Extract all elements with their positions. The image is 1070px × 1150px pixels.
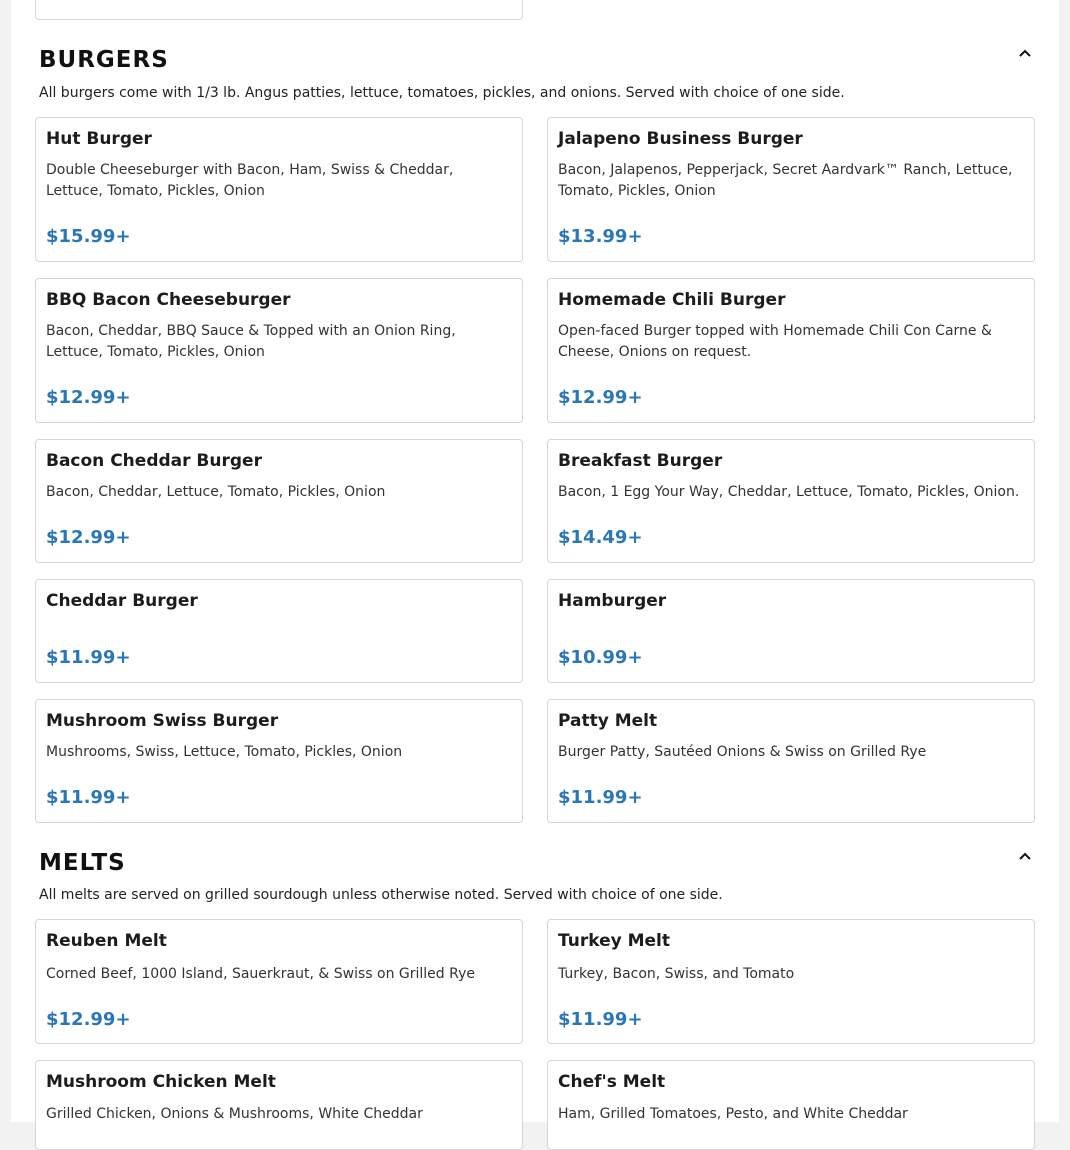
item-description: Mushrooms, Swiss, Lettuce, Tomato, Pickles, Onion — [46, 744, 403, 760]
item-price: $13.99+ — [558, 226, 643, 247]
menu-item-card[interactable] — [35, 0, 523, 20]
menu-item-card[interactable] — [547, 919, 1035, 1044]
item-price: $10.99+ — [558, 647, 643, 668]
menu-item-card[interactable] — [35, 1060, 523, 1150]
item-description: Open-faced Burger topped with Homemade Chili Con Carne & Cheese, Onions on request. — [558, 323, 992, 360]
item-name: Cheddar Burger — [46, 591, 198, 611]
menu-item-card[interactable] — [35, 919, 523, 1044]
menu-item-card[interactable] — [547, 278, 1035, 423]
menu-item-card[interactable] — [35, 278, 523, 423]
section-title-burgers: BURGERS — [39, 47, 169, 73]
item-price: $12.99+ — [46, 527, 131, 548]
section-note-burgers: All burgers come with 1/3 lb. Angus patties, lettuce, tomatoes, pickles, and onions. Served with choice of one side. — [39, 85, 845, 101]
item-name: Homemade Chili Burger — [558, 290, 786, 310]
item-price: $12.99+ — [46, 1009, 131, 1030]
item-name: Mushroom Chicken Melt — [46, 1072, 276, 1092]
item-description: Bacon, Cheddar, Lettuce, Tomato, Pickles, Onion — [46, 484, 386, 500]
item-description: Turkey, Bacon, Swiss, and Tomato — [558, 966, 795, 982]
menu-item-card[interactable] — [35, 439, 523, 563]
item-price: $14.49+ — [558, 527, 643, 548]
item-name: Turkey Melt — [558, 931, 670, 951]
item-price: $11.99+ — [46, 787, 131, 808]
item-name: BBQ Bacon Cheeseburger — [46, 290, 291, 310]
item-name: Bacon Cheddar Burger — [46, 451, 262, 471]
item-description: Grilled Chicken, Onions & Mushrooms, White Cheddar — [46, 1106, 423, 1122]
item-price: $11.99+ — [558, 1009, 643, 1030]
item-price: $11.99+ — [46, 647, 131, 668]
item-name: Hamburger — [558, 591, 667, 611]
chevron-up-icon[interactable] — [1017, 849, 1033, 865]
item-name: Breakfast Burger — [558, 451, 723, 471]
item-name: Hut Burger — [46, 129, 152, 149]
item-price: $12.99+ — [46, 387, 131, 408]
section-title-melts: MELTS — [39, 850, 126, 876]
menu-item-card[interactable] — [35, 579, 523, 683]
item-description: Ham, Grilled Tomatoes, Pesto, and White Cheddar — [558, 1106, 908, 1122]
menu-item-card[interactable] — [547, 439, 1035, 563]
menu-item-card[interactable] — [547, 117, 1035, 262]
menu-item-card[interactable] — [547, 579, 1035, 683]
item-name: Jalapeno Business Burger — [558, 129, 803, 149]
item-description: Bacon, Jalapenos, Pepperjack, Secret Aardvark™ Ranch, Lettuce, Tomato, Pickles, Onion — [558, 162, 1013, 199]
item-description: Bacon, Cheddar, BBQ Sauce & Topped with an Onion Ring, Lettuce, Tomato, Pickles, Onion — [46, 323, 456, 360]
item-description: Corned Beef, 1000 Island, Sauerkraut, & Swiss on Grilled Rye — [46, 966, 475, 982]
item-description: Bacon, 1 Egg Your Way, Cheddar, Lettuce, Tomato, Pickles, Onion. — [558, 484, 1020, 500]
menu-item-card[interactable] — [547, 1060, 1035, 1150]
item-price: $15.99+ — [46, 226, 131, 247]
item-price: $11.99+ — [558, 787, 643, 808]
item-name: Patty Melt — [558, 711, 658, 731]
item-name: Reuben Melt — [46, 931, 167, 951]
item-description: Double Cheeseburger with Bacon, Ham, Swiss & Cheddar, Lettuce, Tomato, Pickles, Onion — [46, 162, 454, 199]
menu-item-card[interactable] — [547, 699, 1035, 823]
menu-page — [11, 0, 1059, 1122]
item-name: Mushroom Swiss Burger — [46, 711, 279, 731]
menu-item-card[interactable] — [35, 117, 523, 262]
chevron-up-icon[interactable] — [1017, 46, 1033, 62]
item-name: Chef's Melt — [558, 1072, 666, 1092]
section-note-melts: All melts are served on grilled sourdough unless otherwise noted. Served with choice of one side. — [39, 887, 723, 903]
item-description: Burger Patty, Sautéed Onions & Swiss on Grilled Rye — [558, 744, 927, 760]
menu-item-card[interactable] — [35, 699, 523, 823]
item-price: $12.99+ — [558, 387, 643, 408]
